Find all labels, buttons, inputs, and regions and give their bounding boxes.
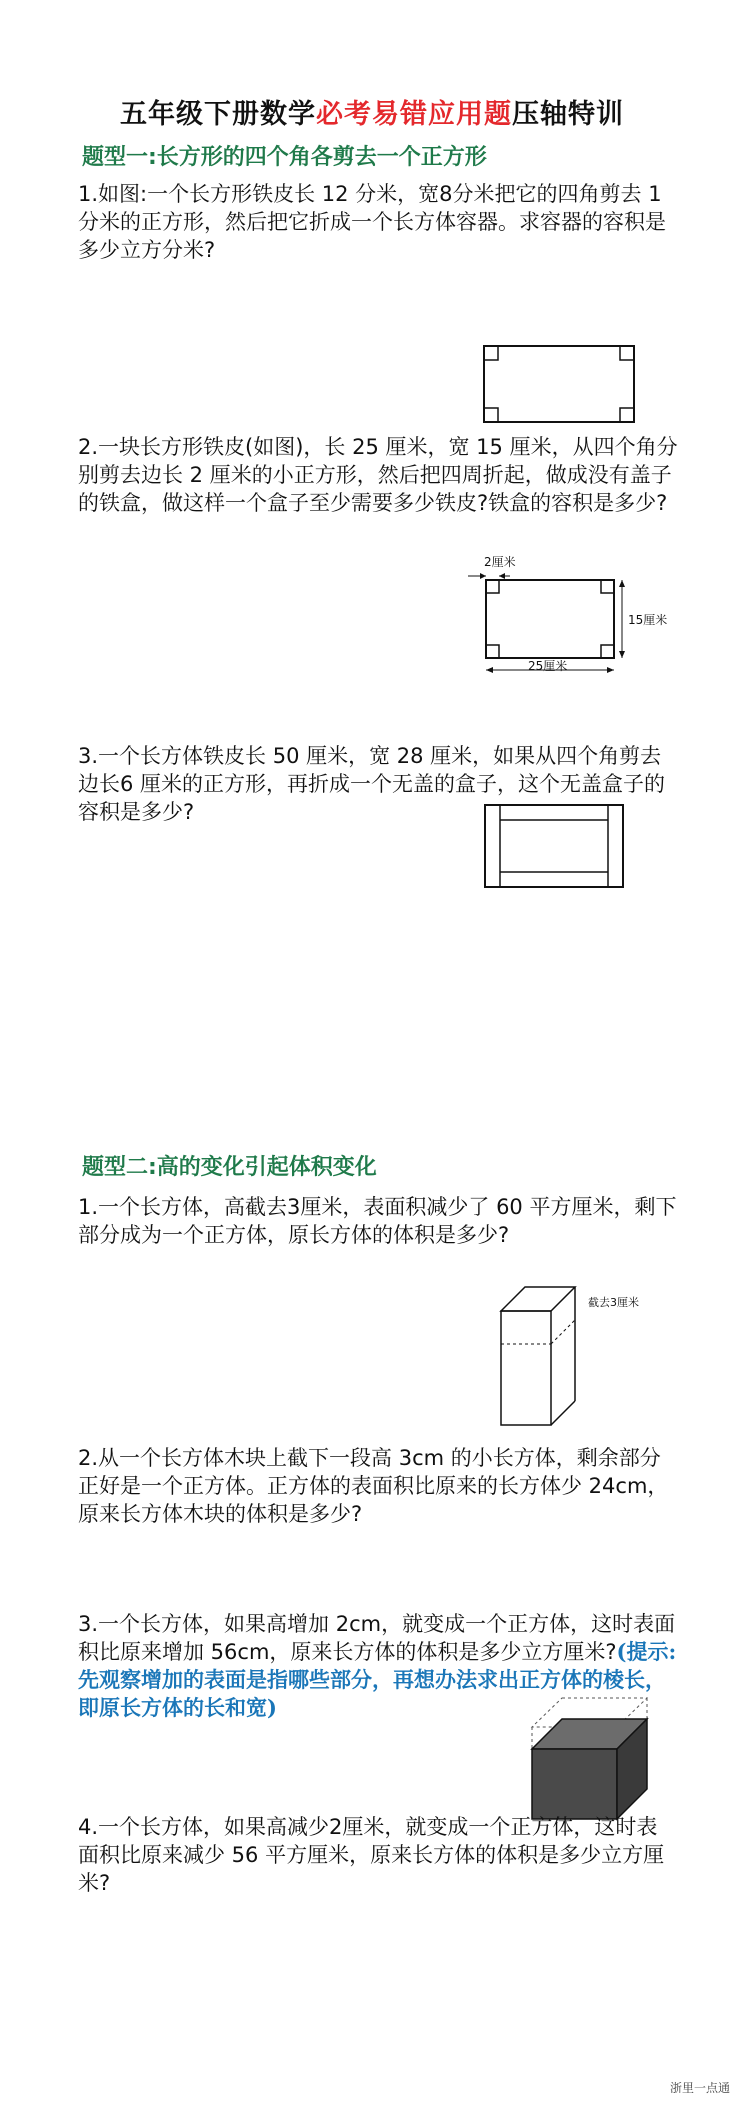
section2-heading: 题型二:高的变化引起体积变化 [82,1155,377,1180]
s1-question-2: 2.一块长方形铁皮(如图)，长 25 厘米，宽 15 厘米，从四个角分别剪去边长 2 厘米的小正方形，然后把四周折起，做成没有盖子的铁盒，做这样一个盒子至少需要多少铁皮?铁盒的容积是多少? [78,435,678,515]
section1-heading: 题型一:长方形的四个角各剪去一个正方形 [82,145,487,170]
s2-question-2: 2.从一个长方体木块上截下一段高 3cm 的小长方体，剩余部分正好是一个正方体。正方体的表面积比原来的长方体少 24cm，原来长方体木块的体积是多少? [78,1446,669,1526]
s1-q2-figure [462,552,672,682]
s2-q3-figure [532,1697,662,1822]
s2-question-1: 1.一个长方体，高截去3厘米，表面积减少了 60 平方厘米，剩下部分成为一个正方体，原长方体的体积是多少? [78,1195,677,1247]
width-label: 15厘米 [628,613,668,627]
s2-question-4: 4.一个长方体，如果高减少2厘米，就变成一个正方体，这时表面积比原来减少 56 平方厘米，原来长方体的体积是多少立方厘米? [78,1815,665,1895]
s1-question-1: 1.如图:一个长方形铁皮长 12 分米，宽8分米把它的四角剪去 1分米的正方形，然后把它折成一个长方体容器。求容器的容积是多少立方分米? [78,182,666,262]
s2-q1-figure [500,1286,660,1436]
title-part1: 五年级下册数学 [120,99,316,130]
cut-label: 截去3厘米 [588,1296,639,1309]
s2-q3-hint: (提示:先观察增加的表面是指哪些部分，再想办法求出正方体的棱长，即原长方体的长和宽) [78,1639,677,1720]
s1-question-3: 3.一个长方体铁皮长 50 厘米，宽 28 厘米，如果从四个角剪去边长6 厘米的正方形，再折成一个无盖的盒子，这个无盖盒子的容积是多少? [78,744,666,824]
s1-q1-figure [483,345,635,423]
page-title [0,92,744,131]
watermark: 浙里一点通 [669,2081,730,2095]
title-highlight: 必考易错应用题 [316,99,512,130]
length-label: 25厘米 [528,659,568,673]
s2-q3-text: 3.一个长方体，如果高增加 2cm，就变成一个正方体，这时表面积比原来增加 56cm，原来长方体的体积是多少立方厘米? [78,1612,676,1664]
s1-q3-figure [484,804,624,888]
corner-label: 2厘米 [484,555,516,569]
title-part3: 压轴特训 [512,99,624,130]
